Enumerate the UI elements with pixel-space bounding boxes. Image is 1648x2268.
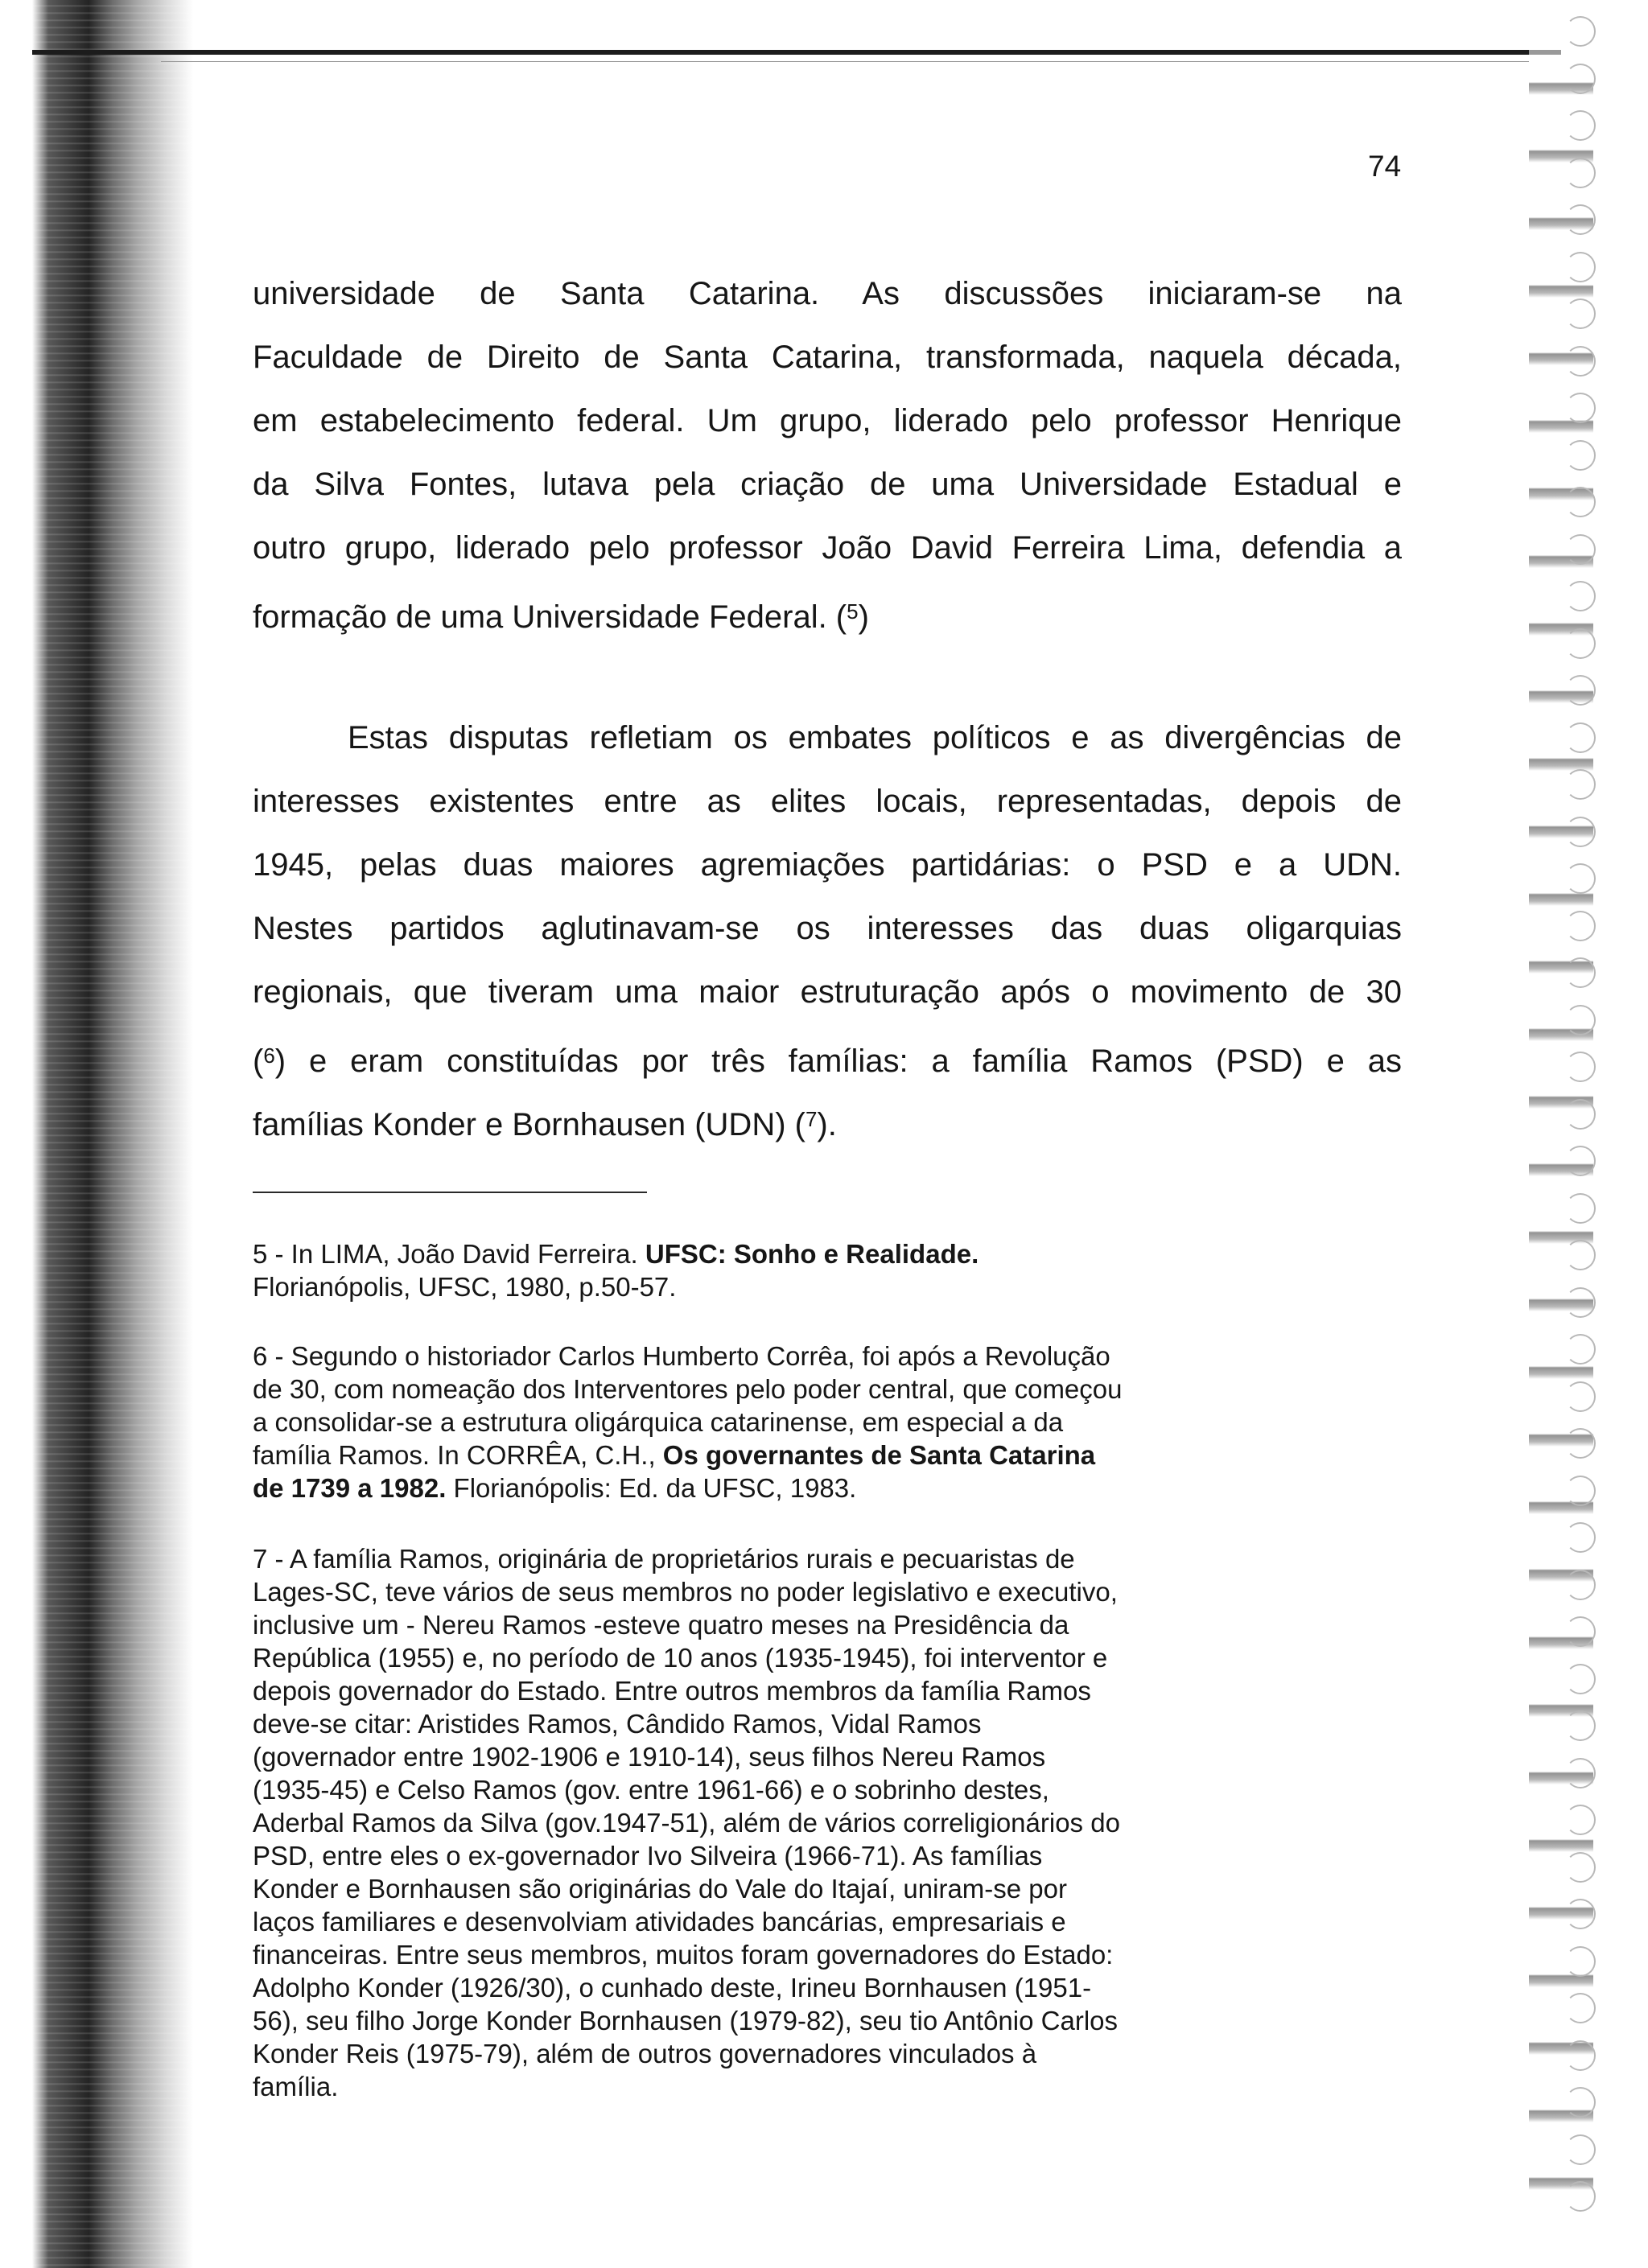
binding-ring xyxy=(1565,1616,1596,1647)
footnote-title: Os governantes de Santa Catarina xyxy=(662,1440,1096,1470)
footnote-line: financeiras. Entre seus membros, muitos foram governadores do Estado: xyxy=(253,1940,1114,1970)
binding-ring xyxy=(1565,1052,1596,1082)
binding-ring xyxy=(1565,252,1596,282)
paragraph-line: Faculdade de Direito de Santa Catarina, transformada, naquela década, xyxy=(253,340,1402,375)
binding-ring xyxy=(1565,1899,1596,1929)
footnote-line: 7 - A família Ramos, originária de proprietários rurais e pecuaristas de xyxy=(253,1544,1075,1574)
binding-ring xyxy=(1565,1993,1596,2023)
binding-ring xyxy=(1565,675,1596,706)
binding-ring xyxy=(1565,1476,1596,1506)
footnote-title: UFSC: Sonho e Realidade. xyxy=(645,1239,979,1269)
binding-ring xyxy=(1565,534,1596,565)
footnote-text: 5 - In LIMA, João David Ferreira. xyxy=(253,1239,645,1269)
paragraph-line xyxy=(253,1088,1402,1151)
paragraph-line: universidade de Santa Catarina. As discussões iniciaram-se na xyxy=(253,276,1402,311)
paragraph-line-text: formação de uma Universidade Federal. ( xyxy=(253,599,847,635)
binding-ring xyxy=(1565,204,1596,235)
binding-ring xyxy=(1565,487,1596,517)
paragraph-line: Estas disputas refletiam os embates políticos e as divergências de xyxy=(348,720,1402,755)
binding-ring xyxy=(1565,957,1596,988)
footnote-text: Florianópolis: Ed. da UFSC, 1983. xyxy=(446,1473,857,1503)
binding-ring xyxy=(1565,1287,1596,1318)
binding-ring xyxy=(1565,440,1596,471)
footnote-line: de 30, com nomeação dos Interventores pelo poder central, que começou xyxy=(253,1374,1123,1404)
binding-ring xyxy=(1565,2040,1596,2071)
binding-ring xyxy=(1565,1852,1596,1883)
binding-ring xyxy=(1565,863,1596,894)
footnote-line: Adolpho Konder (1926/30), o cunhado deste, Irineu Bornhausen (1951- xyxy=(253,1973,1092,2003)
paragraph-line: outro grupo, liderado pelo professor João David Ferreira Lima, defendia a xyxy=(253,530,1402,566)
binding-ring xyxy=(1565,1570,1596,1600)
footnote-ref-close: ). xyxy=(817,1107,837,1142)
footnote-line: 56), seu filho Jorge Konder Bornhausen (1979-82), seu tio Antônio Carlos xyxy=(253,2006,1118,2035)
binding-ring xyxy=(1565,911,1596,941)
binding-rings xyxy=(1565,16,1613,2253)
footnote-text: família Ramos. In CORRÊA, C.H., xyxy=(253,1440,663,1470)
paragraph-line-text: famílias Konder e Bornhausen (UDN) ( xyxy=(253,1107,805,1142)
footnote-line: inclusive um - Nereu Ramos -esteve quatro meses na Presidência da xyxy=(253,1610,1069,1640)
paragraph-1 xyxy=(253,262,1402,644)
paragraph-line: 1945, pelas duas maiores agremiações partidárias: o PSD e a UDN. xyxy=(253,847,1402,883)
footnote-line: Konder e Bornhausen são originárias do Vale do Itajaí, uniram-se por xyxy=(253,1874,1067,1904)
footnote-line: depois governador do Estado. Entre outros membros da família Ramos xyxy=(253,1676,1091,1706)
footnote-6 xyxy=(253,1340,1267,1504)
binding-ring xyxy=(1565,769,1596,800)
footnote-line: (1935-45) e Celso Ramos (gov. entre 1961-66) e o sobrinho destes, xyxy=(253,1775,1049,1805)
binding-ring xyxy=(1565,1805,1596,1835)
binding-ring xyxy=(1565,722,1596,753)
binding-ring xyxy=(1565,817,1596,847)
footnote-line: PSD, entre eles o ex-governador Ivo Silveira (1966-71). As famílias xyxy=(253,1841,1043,1871)
paragraph-line xyxy=(253,1024,1402,1088)
binding-ring xyxy=(1565,1099,1596,1130)
footnote-ref-5: 5 xyxy=(847,599,859,624)
paragraph-line: Nestes partidos aglutinavam-se os interesses das duas oligarquias xyxy=(253,911,1402,946)
footnote-line: República (1955) e, no período de 10 anos (1935-1945), foi interventor e xyxy=(253,1643,1108,1673)
binding-ring xyxy=(1565,581,1596,611)
footnote-line: 6 - Segundo o historiador Carlos Humberto Corrêa, foi após a Revolução xyxy=(253,1341,1110,1371)
footnote-line: laços familiares e desenvolviam atividades bancárias, empresariais e xyxy=(253,1907,1066,1937)
footnote-ref-close: ) xyxy=(858,599,869,635)
paragraph-line: regionais, que tiveram uma maior estruturação após o movimento de 30 xyxy=(253,974,1402,1010)
paragraph-line-text: ) e eram constituídas por três famílias: a família Ramos (PSD) e as xyxy=(274,1043,1402,1079)
footnote-line xyxy=(253,1439,1267,1472)
binding-ring xyxy=(1565,1334,1596,1365)
binding-ring xyxy=(1565,158,1596,188)
paragraph-2 xyxy=(253,706,1402,1151)
binding-ring xyxy=(1565,1758,1596,1788)
footnote-line xyxy=(253,1237,1267,1270)
binding-ring xyxy=(1565,1664,1596,1694)
binding-ring xyxy=(1565,1005,1596,1035)
paragraph-line xyxy=(253,580,1402,644)
footnote-line: Konder Reis (1975-79), além de outros governadores vinculados à xyxy=(253,2039,1037,2068)
scan-shadow-left xyxy=(0,0,193,2268)
binding-ring xyxy=(1565,1146,1596,1176)
footnote-5 xyxy=(253,1237,1267,1303)
footnote-line: deve-se citar: Aristides Ramos, Cândido Ramos, Vidal Ramos xyxy=(253,1709,982,1739)
paragraph-line: da Silva Fontes, lutava pela criação de uma Universidade Estadual e xyxy=(253,467,1402,502)
footnote-ref-7: 7 xyxy=(805,1107,818,1131)
footnote-line xyxy=(253,1472,1267,1504)
scan-top-edge xyxy=(32,50,1561,55)
binding-ring xyxy=(1565,1240,1596,1270)
binding-ring xyxy=(1565,2134,1596,2165)
footnote-separator xyxy=(253,1192,647,1193)
footnote-line: a consolidar-se a estrutura oligárquica catarinense, em especial a da xyxy=(253,1407,1064,1437)
binding-ring xyxy=(1565,1381,1596,1412)
binding-ring xyxy=(1565,16,1596,47)
binding-ring xyxy=(1565,1946,1596,1977)
footnote-line: família. xyxy=(253,2072,339,2101)
binding-ring xyxy=(1565,1428,1596,1459)
binding-ring xyxy=(1565,2087,1596,2118)
footnote-line: Lages-SC, teve vários de seus membros no poder legislativo e executivo, xyxy=(253,1577,1118,1607)
binding-ring xyxy=(1565,64,1596,94)
footnote-line: Florianópolis, UFSC, 1980, p.50-57. xyxy=(253,1272,677,1302)
footnote-line: Aderbal Ramos da Silva (gov.1947-51), além de vários correligionários do xyxy=(253,1808,1120,1838)
binding-ring xyxy=(1565,1710,1596,1741)
binding-ring xyxy=(1565,1522,1596,1553)
footnote-ref-6: 6 xyxy=(263,1043,275,1068)
footnote-7 xyxy=(253,1542,1267,2103)
page-number: 74 xyxy=(1368,150,1402,183)
binding-ring xyxy=(1565,2181,1596,2212)
footnote-line: (governador entre 1902-1906 e 1910-14), seus filhos Nereu Ramos xyxy=(253,1742,1046,1772)
binding-ring xyxy=(1565,298,1596,329)
binding-ring xyxy=(1565,628,1596,659)
footnote-title: de 1739 a 1982. xyxy=(253,1473,447,1503)
binding-ring xyxy=(1565,346,1596,377)
binding-ring xyxy=(1565,110,1596,141)
paragraph-line: em estabelecimento federal. Um grupo, liderado pelo professor Henrique xyxy=(253,403,1402,438)
footnote-ref-open: ( xyxy=(253,1043,264,1079)
binding-ring xyxy=(1565,1193,1596,1224)
binding-ring xyxy=(1565,393,1596,423)
paragraph-line: interesses existentes entre as elites locais, representadas, depois de xyxy=(253,784,1402,819)
scan-top-edge-faint xyxy=(161,61,1529,62)
